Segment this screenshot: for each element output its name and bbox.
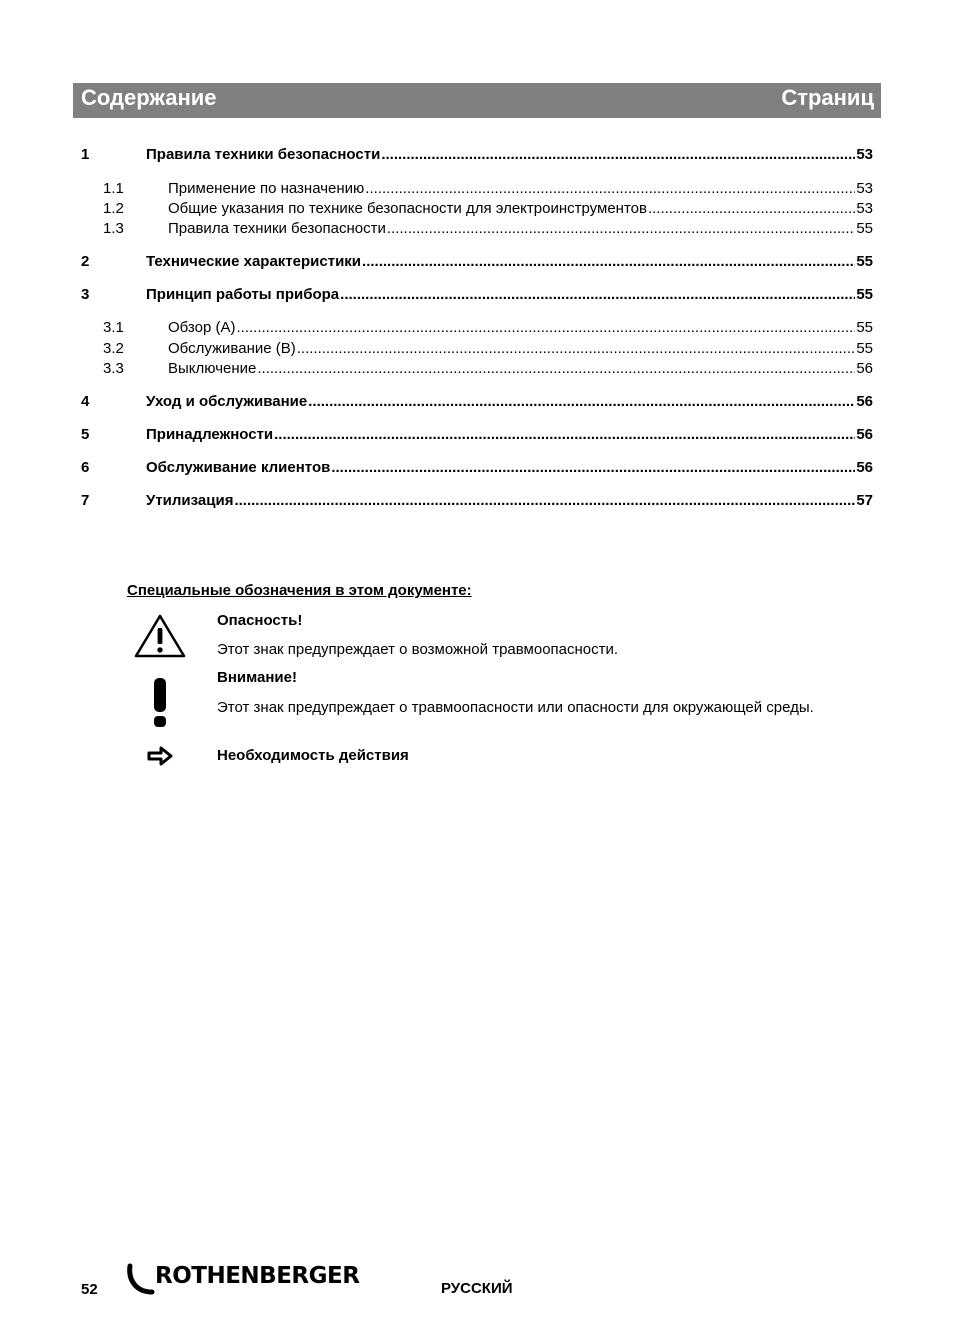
toc-number: 3.3 [103, 360, 124, 377]
toc-page: 55 [856, 286, 873, 303]
toc-leader [331, 459, 855, 477]
toc-page: 55 [856, 220, 873, 237]
toc-number: 3.1 [103, 319, 124, 336]
toc-page: 53 [856, 200, 873, 217]
toc-title: Принадлежности [146, 426, 274, 443]
toc-title: Применение по назначению [168, 180, 365, 197]
toc-page: 53 [856, 146, 873, 163]
toc-entry[interactable] [81, 340, 873, 358]
toc-entry[interactable] [81, 200, 873, 218]
toc-number: 3.2 [103, 340, 124, 357]
toc-title: Правила техники безопасности [168, 220, 386, 237]
toc-entry[interactable] [81, 220, 873, 238]
brand-name: ROTHENBERGER [155, 1263, 360, 1289]
toc-entry[interactable] [81, 180, 873, 198]
pages-heading: Страниц [781, 85, 874, 110]
toc-title: Обслуживание клиентов [146, 459, 331, 476]
toc-header-bar [73, 83, 881, 118]
toc-title: Общие указания по технике безопасности для электроинструментов [168, 200, 647, 217]
toc-title: Выключение [168, 360, 257, 377]
toc-leader [362, 253, 855, 271]
toc-page: 55 [856, 340, 873, 357]
legend-title: Специальные обозначения в этом документе: [127, 582, 472, 599]
danger-label: Опасность! [217, 612, 303, 629]
toc-entry[interactable] [81, 426, 873, 444]
toc-leader [297, 340, 856, 358]
toc-number: 3 [81, 286, 90, 303]
toc-title: Уход и обслуживание [146, 393, 308, 410]
toc-entry[interactable] [81, 360, 873, 378]
toc-number: 1.1 [103, 180, 124, 197]
toc-leader [234, 492, 855, 510]
toc-leader [365, 180, 855, 198]
toc-page: 55 [856, 319, 873, 336]
toc-page: 56 [856, 426, 873, 443]
toc-leader [308, 393, 855, 411]
toc-number: 7 [81, 492, 90, 509]
toc-number: 2 [81, 253, 90, 270]
toc-entry[interactable] [81, 319, 873, 337]
toc-number: 5 [81, 426, 90, 443]
toc-leader [257, 360, 855, 378]
toc-page: 56 [856, 459, 873, 476]
toc-leader [340, 286, 855, 304]
toc-title: Принцип работы прибора [146, 286, 340, 303]
toc-title: Правила техники безопасности [146, 146, 381, 163]
toc-entry[interactable] [81, 286, 873, 304]
toc-number: 1 [81, 146, 90, 163]
toc-leader [274, 426, 855, 444]
toc-leader [648, 200, 855, 218]
toc-entry[interactable] [81, 492, 873, 510]
toc-leader [237, 319, 856, 337]
toc-heading: Содержание [81, 85, 217, 110]
caution-text: Этот знак предупреждает о травмоопасности или опасности для окружающей среды. [217, 699, 814, 716]
toc-title: Утилизация [146, 492, 234, 509]
language-label: РУССКИЙ [441, 1280, 513, 1297]
toc-entry[interactable] [81, 253, 873, 271]
warning-triangle-icon [133, 613, 187, 659]
toc-title: Обслуживание (B) [168, 340, 296, 357]
toc-page: 55 [856, 253, 873, 270]
exclamation-icon [150, 676, 170, 730]
danger-text: Этот знак предупреждает о возможной травмоопасности. [217, 641, 619, 658]
toc-number: 1.2 [103, 200, 124, 217]
toc-entry[interactable] [81, 146, 873, 164]
caution-label: Внимание! [217, 669, 297, 686]
toc-title: Обзор (A) [168, 319, 236, 336]
toc-page: 56 [856, 360, 873, 377]
toc-entry[interactable] [81, 459, 873, 477]
toc-number: 1.3 [103, 220, 124, 237]
toc-number: 4 [81, 393, 90, 410]
toc-number: 6 [81, 459, 90, 476]
page-number: 52 [81, 1281, 98, 1298]
toc-title: Технические характеристики [146, 253, 362, 270]
arrow-right-icon [147, 746, 173, 766]
toc-page: 56 [856, 393, 873, 410]
toc-entry[interactable] [81, 393, 873, 411]
toc-page: 57 [856, 492, 873, 509]
toc-page: 53 [856, 180, 873, 197]
toc-leader [387, 220, 855, 238]
toc-leader [381, 146, 855, 164]
action-label: Необходимость действия [217, 747, 409, 764]
